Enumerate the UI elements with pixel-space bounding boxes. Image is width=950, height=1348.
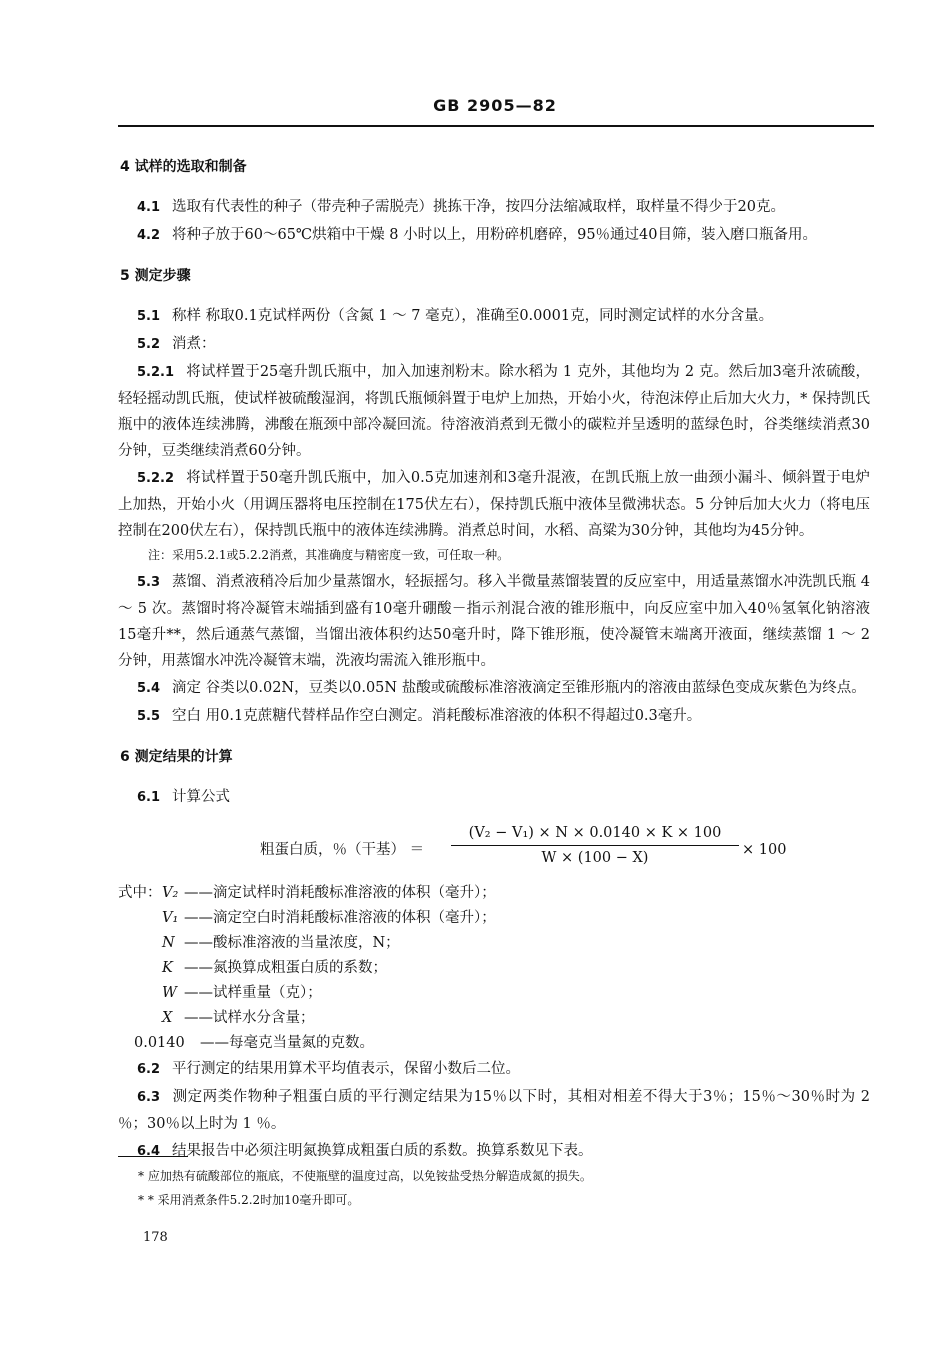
footnotes xyxy=(138,1164,858,1212)
formula-definitions xyxy=(118,881,870,1056)
definition-w xyxy=(118,981,870,1006)
formula-fraction xyxy=(451,821,739,870)
digestion-note: 注：采用5.2.1或5.2.2消煮，其准确度与精密度一致，可任取一种。 xyxy=(148,548,510,562)
clause-4-1 xyxy=(118,194,870,221)
clause-number: 5.3 xyxy=(137,575,161,590)
clause-6-3 xyxy=(118,1084,870,1137)
section-heading-4: 4 试样的选取和制备 xyxy=(120,159,247,175)
definition-n xyxy=(118,931,870,956)
definition-k xyxy=(118,956,870,981)
clause-text: 计算公式 xyxy=(172,789,231,805)
clause-text: 将试样置于25毫升凯氏瓶中，加入加速剂粉末。除水稻为 1 克外，其他均为 2 克。然后加3毫升浓硫酸，轻轻摇动凯氏瓶，使试样被硫酸湿润，将凯氏瓶倾斜置于电炉上加热，开始小火，待泡沫停止后加大火力，* 保持凯氏瓶中的液体连续沸腾，沸酸在瓶颈中部冷凝回流。待溶液消煮到无微小的碳粒并呈透明的蓝绿色时，谷类继续消煮30分钟，豆类继续消煮60分钟。 xyxy=(118,364,870,459)
clause-4-2 xyxy=(118,222,870,249)
definition-text: ——酸标准溶液的当量浓度，N； xyxy=(184,935,400,951)
clause-5-4 xyxy=(118,675,870,702)
definition-symbol: V₁ xyxy=(162,910,179,926)
clause-6-2 xyxy=(118,1056,870,1083)
section-heading-5: 5 测定步骤 xyxy=(120,268,191,284)
footnote-rule xyxy=(118,1156,188,1157)
clause-number: 4.2 xyxy=(137,228,161,243)
definitions-prefix: 式中： xyxy=(118,885,162,901)
definition-symbol: W xyxy=(162,985,177,1001)
clause-number: 6.3 xyxy=(137,1090,161,1105)
definition-v1 xyxy=(118,906,870,931)
clause-number: 5.4 xyxy=(137,681,161,696)
clause-number: 5.2 xyxy=(137,337,161,352)
footnote-1: * 应加热有硫酸部位的瓶底，不使瓶壁的温度过高，以免铵盐受热分解造成氮的损失。 xyxy=(138,1169,592,1183)
clause-text: 将种子放于60～65℃烘箱中干燥 8 小时以上，用粉碎机磨碎，95％通过40目筛，装入磨口瓶备用。 xyxy=(172,227,817,243)
definition-text: ——试样水分含量； xyxy=(184,1010,315,1026)
clause-text: 蒸馏、消煮液稍冷后加少量蒸馏水，轻振摇匀。移入半微量蒸馏装置的反应室中，用适量蒸馏水冲洗凯氏瓶 4 ～ 5 次。蒸馏时将冷凝管末端插到盛有10毫升硼酸－指示剂混合液的锥形瓶中，向反应室中加入40％氢氧化钠溶液15毫升**，然后通蒸气蒸馏，当馏出液体积约达50毫升时，降下锥形瓶，使冷凝管末端离开液面，继续蒸馏 1 ～ 2 分钟，用蒸馏水冲洗冷凝管末端，洗液均需流入锥形瓶中。 xyxy=(118,574,870,669)
clause-5-2-1 xyxy=(118,359,870,464)
clause-number: 4.1 xyxy=(137,200,161,215)
definition-symbol: K xyxy=(162,960,173,976)
definition-text: ——每毫克当量氮的克数。 xyxy=(200,1035,374,1051)
clause-5-2-2 xyxy=(118,465,870,544)
clause-5-1 xyxy=(118,303,870,330)
clause-number: 5.2.2 xyxy=(137,471,175,486)
clause-text: 测定两类作物种子粗蛋白质的平行测定结果为15％以下时，其相对相差不得大于3％；15％～30％时为 2 ％；30％以上时为 1 ％。 xyxy=(118,1089,870,1132)
definition-text: ——氮换算成粗蛋白质的系数； xyxy=(184,960,387,976)
page-number: 178 xyxy=(143,1230,168,1245)
clause-text: 平行测定的结果用算术平均值表示，保留小数后二位。 xyxy=(172,1061,521,1077)
definition-symbol: X xyxy=(162,1010,173,1026)
clause-number: 6.4 xyxy=(137,1144,161,1159)
clause-6-4 xyxy=(118,1138,870,1165)
footnote-2: * * 采用消煮条件5.2.2时加10毫升即可。 xyxy=(138,1193,360,1207)
clause-text: 空白 用0.1克蔗糖代替样品作空白测定。消耗酸标准溶液的体积不得超过0.3毫升。 xyxy=(172,708,702,724)
clause-number: 6.1 xyxy=(137,790,161,805)
clause-number: 5.1 xyxy=(137,309,161,324)
clause-number: 5.5 xyxy=(137,709,161,724)
formula-denominator: W × (100 − X) xyxy=(541,850,649,866)
clause-5-3 xyxy=(118,569,870,674)
definition-text: ——滴定空白时消耗酸标准溶液的体积（毫升）； xyxy=(184,910,496,926)
clause-text: 消煮： xyxy=(172,336,216,352)
formula-multiplier: × 100 xyxy=(742,842,787,858)
clause-text: 滴定 谷类以0.02N，豆类以0.05N 盐酸或硫酸标准溶液滴定至锥形瓶内的溶液由蓝绿色变成灰紫色为终点。 xyxy=(172,680,866,696)
definition-symbol: 0.0140 xyxy=(134,1035,185,1051)
clause-text: 结果报告中必须注明氮换算成粗蛋白质的系数。换算系数见下表。 xyxy=(172,1143,593,1159)
clause-6-1 xyxy=(118,784,870,811)
formula-numerator: (V₂ − V₁) × N × 0.0140 × K × 100 xyxy=(451,821,739,846)
definition-constant xyxy=(118,1031,870,1056)
clause-text: 称样 称取0.1克试样两份（含氮 1 ～ 7 毫克），准确至0.0001克，同时测定试样的水分含量。 xyxy=(172,308,774,324)
definition-symbol: V₂ xyxy=(162,885,179,901)
crude-protein-formula xyxy=(118,821,870,877)
section-heading-6: 6 测定结果的计算 xyxy=(120,749,233,765)
clause-5-2 xyxy=(118,331,870,358)
definition-text: ——滴定试样时消耗酸标准溶液的体积（毫升）； xyxy=(184,885,496,901)
standard-code-header: GB 2905—82 xyxy=(433,96,557,115)
clause-text: 选取有代表性的种子（带壳种子需脱壳）挑拣干净，按四分法缩减取样，取样量不得少于20克。 xyxy=(172,199,785,215)
header-rule xyxy=(118,125,874,127)
definition-text: ——试样重量（克）； xyxy=(184,985,322,1001)
definition-symbol: N xyxy=(162,935,175,951)
clause-number: 6.2 xyxy=(137,1062,161,1077)
formula-lhs: 粗蛋白质，％（干基） ＝ xyxy=(260,842,425,858)
clause-text: 将试样置于50毫升凯氏瓶中，加入0.5克加速剂和3毫升混液，在凯氏瓶上放一曲颈小漏斗、倾斜置于电炉上加热，开始小火（用调压器将电压控制在175伏左右），保持凯氏瓶中液体呈微沸状态。5 分钟后加大火力（将电压控制在200伏左右），保持凯氏瓶中的液体连续沸腾。消煮总时间，水稻、高粱为30分钟，其他均为45分钟。 xyxy=(118,470,870,539)
document-body xyxy=(118,148,870,1166)
clause-number: 5.2.1 xyxy=(137,365,175,380)
definition-x xyxy=(118,1006,870,1031)
definition-v2 xyxy=(118,881,870,906)
clause-5-5 xyxy=(118,703,870,730)
